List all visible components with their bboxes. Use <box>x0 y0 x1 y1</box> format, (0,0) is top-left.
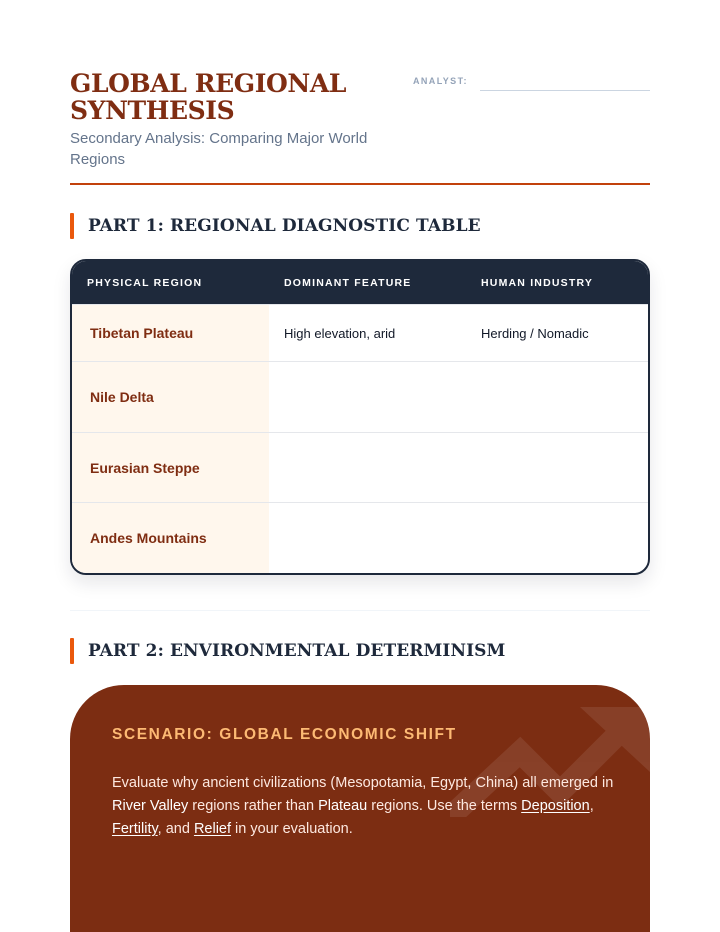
feature-cell[interactable] <box>269 503 466 573</box>
region-cell: Eurasian Steppe <box>72 433 269 502</box>
industry-cell[interactable] <box>466 362 648 432</box>
term-deposition: Deposition <box>521 798 590 814</box>
page-subtitle: Secondary Analysis: Comparing Major World Regions <box>70 130 368 168</box>
column-header-industry: HUMAN INDUSTRY <box>481 276 594 289</box>
table-header <box>72 261 648 304</box>
keyword-river-valley: River Valley <box>112 798 189 814</box>
regional-diagnostic-table <box>70 259 650 575</box>
term-relief: Relief <box>193 821 232 837</box>
table-row <box>72 361 648 432</box>
region-cell: Tibetan Plateau <box>72 305 269 361</box>
table-row <box>72 502 648 573</box>
prompt-text: regions. Use the terms <box>367 798 522 814</box>
term-fertility: Fertility <box>112 821 158 837</box>
industry-cell[interactable] <box>466 433 648 502</box>
scenario-card <box>70 685 650 932</box>
scenario-prompt <box>112 772 622 841</box>
analyst-name-field[interactable] <box>480 90 650 91</box>
prompt-text: , <box>589 798 594 814</box>
prompt-text: regions rather than <box>188 798 319 814</box>
region-cell: Andes Mountains <box>72 503 269 573</box>
table-row <box>72 432 648 502</box>
feature-cell[interactable] <box>269 433 466 502</box>
page-title: GLOBAL REGIONAL SYNTHESIS <box>70 69 346 125</box>
part2-heading <box>70 638 505 664</box>
prompt-text: , and <box>157 821 194 837</box>
region-cell: Nile Delta <box>72 362 269 432</box>
section-divider <box>70 610 650 611</box>
industry-cell[interactable] <box>466 503 648 573</box>
section-accent-bar <box>70 638 74 664</box>
table-row <box>72 304 648 361</box>
analyst-label: ANALYST: <box>413 76 468 86</box>
industry-cell[interactable]: Herding / Nomadic <box>481 325 589 341</box>
part1-title: PART 1: REGIONAL DIAGNOSTIC TABLE <box>88 216 481 236</box>
header-divider <box>70 183 650 185</box>
column-header-region: PHYSICAL REGION <box>87 276 203 289</box>
part2-title: PART 2: ENVIRONMENTAL DETERMINISM <box>88 641 506 661</box>
prompt-text: Evaluate why ancient civilizations (Mesopotamia, Egypt, China) all emerged in <box>112 775 614 791</box>
part1-heading <box>70 213 481 239</box>
scenario-title: SCENARIO: GLOBAL ECONOMIC SHIFT <box>112 726 457 743</box>
column-header-feature: DOMINANT FEATURE <box>284 276 412 289</box>
feature-cell[interactable] <box>269 362 466 432</box>
prompt-text: in your evaluation. <box>231 821 353 837</box>
keyword-plateau: Plateau <box>318 798 368 814</box>
section-accent-bar <box>70 213 74 239</box>
feature-cell[interactable]: High elevation, arid <box>284 325 396 341</box>
